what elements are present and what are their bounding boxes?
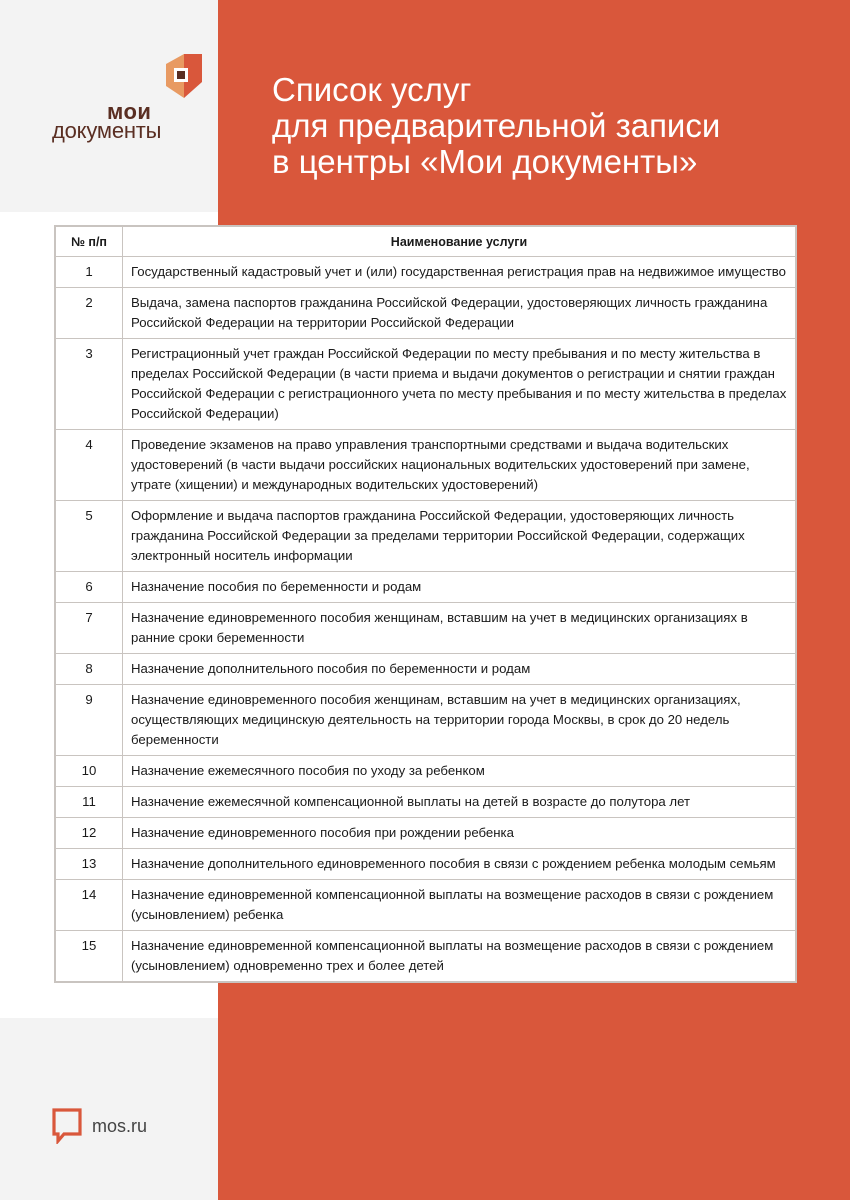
row-name: Назначение единовременного пособия женщинам, вставшим на учет в медицинских организациях в ранние сроки беременности	[123, 603, 796, 654]
table-row	[56, 756, 796, 787]
row-name: Регистрационный учет граждан Российской Федерации по месту пребывания и по месту жительства в пределах Российской Федерации (в части приема и выдачи документов о регистрации и снятии граждан Российской Федерации с регистрационного учета по месту пребывания и по месту жительства в пределах Российской Федерации)	[123, 339, 796, 430]
table-row	[56, 288, 796, 339]
row-num: 13	[56, 849, 123, 880]
header-num: № п/п	[56, 227, 123, 257]
footer	[52, 1108, 147, 1144]
row-name: Назначение ежемесячной компенсационной выплаты на детей в возрасте до полутора лет	[123, 787, 796, 818]
row-name: Назначение единовременной компенсационной выплаты на возмещение расходов в связи с рождением (усыновлением) одновременно трех и более детей	[123, 931, 796, 982]
row-name: Назначение дополнительного единовременного пособия в связи с рождением ребенка молодым семьям	[123, 849, 796, 880]
title-line3: в центры «Мои документы»	[272, 143, 698, 180]
table-row	[56, 501, 796, 572]
table-row	[56, 339, 796, 430]
logo-line2: документы	[52, 118, 162, 143]
table-row	[56, 931, 796, 982]
table-header-row	[56, 227, 796, 257]
logo	[52, 52, 204, 143]
row-num: 8	[56, 654, 123, 685]
table-row	[56, 787, 796, 818]
row-num: 14	[56, 880, 123, 931]
row-num: 9	[56, 685, 123, 756]
table-row	[56, 685, 796, 756]
table-row	[56, 603, 796, 654]
row-num: 3	[56, 339, 123, 430]
row-num: 12	[56, 818, 123, 849]
row-num: 7	[56, 603, 123, 654]
logo-line1: мои	[107, 99, 152, 124]
row-name: Назначение пособия по беременности и родам	[123, 572, 796, 603]
moi-dokumenty-logo-icon	[164, 52, 204, 100]
row-num: 10	[56, 756, 123, 787]
row-name: Проведение экзаменов на право управления транспортными средствами и выдача водительских удостоверений (в части выдачи российских национальных водительских удостоверений при замене, утрате (хищении) и международных водительских удостоверений)	[123, 430, 796, 501]
row-name: Выдача, замена паспортов гражданина Российской Федерации, удостоверяющих личность гражданина Российской Федерации на территории Российской Федерации	[123, 288, 796, 339]
row-name: Назначение единовременного пособия женщинам, вставшим на учет в медицинских организациях, осуществляющих медицинскую деятельность на территории города Москвы, в срок до 20 недель беременности	[123, 685, 796, 756]
mos-ru-speech-bubble-icon	[52, 1108, 82, 1144]
table-row	[56, 849, 796, 880]
row-num: 4	[56, 430, 123, 501]
footer-site-link[interactable]: mos.ru	[92, 1115, 148, 1136]
table-row	[56, 257, 796, 288]
row-num: 15	[56, 931, 123, 982]
row-num: 2	[56, 288, 123, 339]
table-row	[56, 654, 796, 685]
row-num: 11	[56, 787, 123, 818]
table-row	[56, 572, 796, 603]
table-row	[56, 818, 796, 849]
row-name: Назначение дополнительного пособия по беременности и родам	[123, 654, 796, 685]
row-name: Оформление и выдача паспортов гражданина Российской Федерации, удостоверяющих личность гражданина Российской Федерации за пределами территории Российской Федерации, содержащих электронный носитель информации	[123, 501, 796, 572]
row-name: Назначение ежемесячного пособия по уходу за ребенком	[123, 756, 796, 787]
services-table	[54, 225, 797, 983]
table-row	[56, 430, 796, 501]
row-num: 5	[56, 501, 123, 572]
row-name: Назначение единовременной компенсационной выплаты на возмещение расходов в связи с рождением (усыновлением) ребенка	[123, 880, 796, 931]
table-row	[56, 880, 796, 931]
page-title	[272, 72, 832, 180]
row-name: Назначение единовременного пособия при рождении ребенка	[123, 818, 796, 849]
row-num: 6	[56, 572, 123, 603]
title-line2: для предварительной записи	[272, 107, 721, 144]
row-num: 1	[56, 257, 123, 288]
title-line1: Список услуг	[272, 71, 472, 108]
header-name: Наименование услуги	[123, 227, 796, 257]
row-name: Государственный кадастровый учет и (или) государственная регистрация прав на недвижимое имущество	[123, 257, 796, 288]
